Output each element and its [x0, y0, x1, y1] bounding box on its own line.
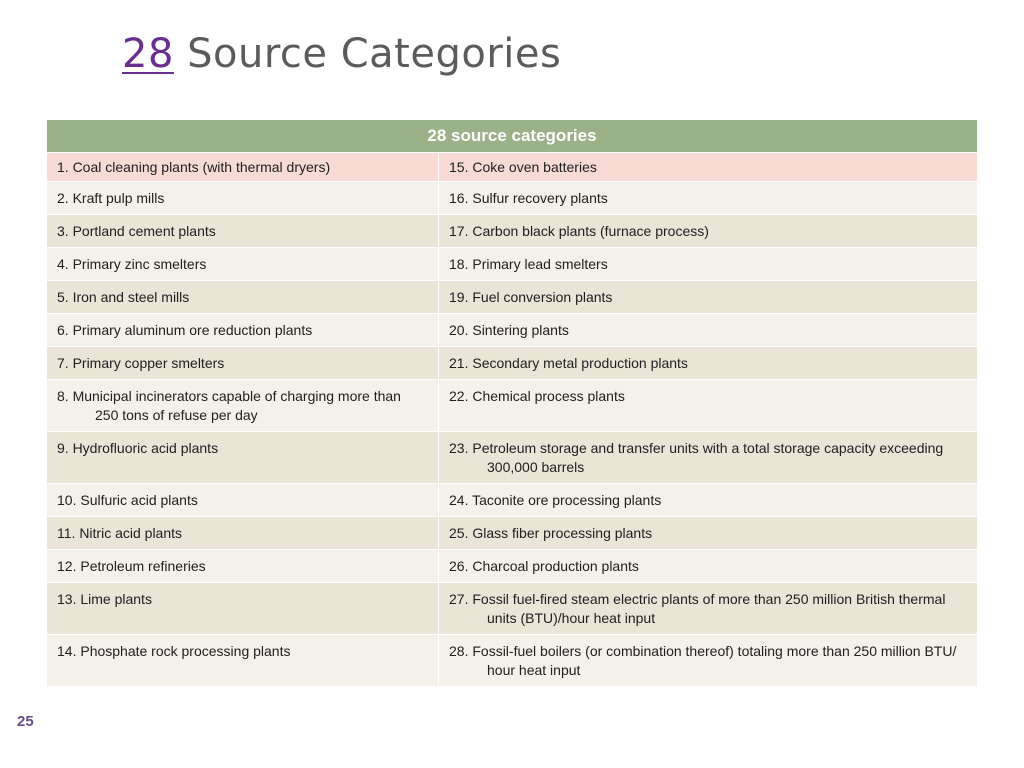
cell-text: 25. Glass fiber processing plants — [449, 525, 653, 541]
cell-text: 21. Secondary metal production plants — [449, 355, 688, 371]
table-cell — [47, 182, 439, 215]
cell-text: 13. Lime plants — [57, 591, 152, 607]
cell-text: 15. Coke oven batteries — [449, 159, 597, 175]
table-cell — [47, 248, 439, 281]
cell-text: 1. Coal cleaning plants (with thermal dryers) — [57, 159, 331, 175]
slide-title — [122, 26, 561, 82]
cell-text: 28. Fossil-fuel boilers (or combination thereof) totaling more than 250 million BTU/ hour heat input — [449, 643, 957, 678]
table-row — [47, 550, 978, 583]
table-cell — [439, 550, 978, 583]
table-row — [47, 281, 978, 314]
table-cell — [439, 517, 978, 550]
cell-text: 6. Primary aluminum ore reduction plants — [57, 322, 313, 338]
cell-text: 14. Phosphate rock processing plants — [57, 643, 291, 659]
table-cell — [439, 314, 978, 347]
table-cell — [439, 347, 978, 380]
table-cell — [47, 550, 439, 583]
table-cell — [47, 484, 439, 517]
cell-text: 4. Primary zinc smelters — [57, 256, 207, 272]
table-cell — [439, 484, 978, 517]
cell-text: 22. Chemical process plants — [449, 388, 625, 404]
table-row — [47, 248, 978, 281]
table-row — [47, 215, 978, 248]
table-cell — [47, 635, 439, 687]
cell-text: 20. Sintering plants — [449, 322, 569, 338]
table-header: 28 source categories — [47, 120, 978, 153]
page-number: 25 — [17, 713, 34, 730]
table-cell — [47, 215, 439, 248]
table-row — [47, 314, 978, 347]
cell-text: 10. Sulfuric acid plants — [57, 492, 198, 508]
title-link[interactable]: 28 — [122, 31, 174, 77]
cell-text: 2. Kraft pulp mills — [57, 190, 165, 206]
cell-text: 17. Carbon black plants (furnace process) — [449, 223, 709, 239]
cell-text: 27. Fossil fuel-fired steam electric plants of more than 250 million British thermal units (BTU)/hour heat input — [449, 591, 946, 626]
table-row — [47, 432, 978, 484]
cell-text: 26. Charcoal production plants — [449, 558, 639, 574]
table-cell — [47, 517, 439, 550]
cell-text: 19. Fuel conversion plants — [449, 289, 613, 305]
table-cell — [47, 153, 439, 182]
table-cell — [47, 281, 439, 314]
cell-text: 9. Hydrofluoric acid plants — [57, 440, 219, 456]
table-cell — [439, 248, 978, 281]
cell-text: 16. Sulfur recovery plants — [449, 190, 608, 206]
table-cell — [439, 215, 978, 248]
table-cell — [439, 583, 978, 635]
table-header-row — [47, 120, 978, 153]
table-row — [47, 635, 978, 687]
cell-text: 11. Nitric acid plants — [57, 525, 183, 541]
table-cell — [439, 281, 978, 314]
table-cell — [439, 182, 978, 215]
table-row — [47, 380, 978, 432]
cell-text: 18. Primary lead smelters — [449, 256, 608, 272]
cell-text: 24. Taconite ore processing plants — [449, 492, 662, 508]
cell-text: 23. Petroleum storage and transfer units with a total storage capacity exceeding 300,000 barrels — [449, 440, 944, 475]
table-row — [47, 182, 978, 215]
table-cell — [47, 314, 439, 347]
table-row — [47, 484, 978, 517]
cell-text: 3. Portland cement plants — [57, 223, 216, 239]
table-cell — [47, 432, 439, 484]
cell-text: 7. Primary copper smelters — [57, 355, 225, 371]
cell-text: 5. Iron and steel mills — [57, 289, 190, 305]
source-categories-table — [46, 119, 978, 687]
cell-text: 12. Petroleum refineries — [57, 558, 206, 574]
table-row — [47, 153, 978, 182]
table-row — [47, 583, 978, 635]
table-cell — [439, 635, 978, 687]
table-row — [47, 517, 978, 550]
cell-text: 8. Municipal incinerators capable of charging more than 250 tons of refuse per day — [57, 388, 401, 423]
table-cell — [47, 347, 439, 380]
table-row — [47, 347, 978, 380]
table-cell — [439, 153, 978, 182]
title-text: Source Categories — [187, 31, 562, 77]
table-cell — [439, 380, 978, 432]
table-cell — [439, 432, 978, 484]
table-cell — [47, 380, 439, 432]
table-cell — [47, 583, 439, 635]
